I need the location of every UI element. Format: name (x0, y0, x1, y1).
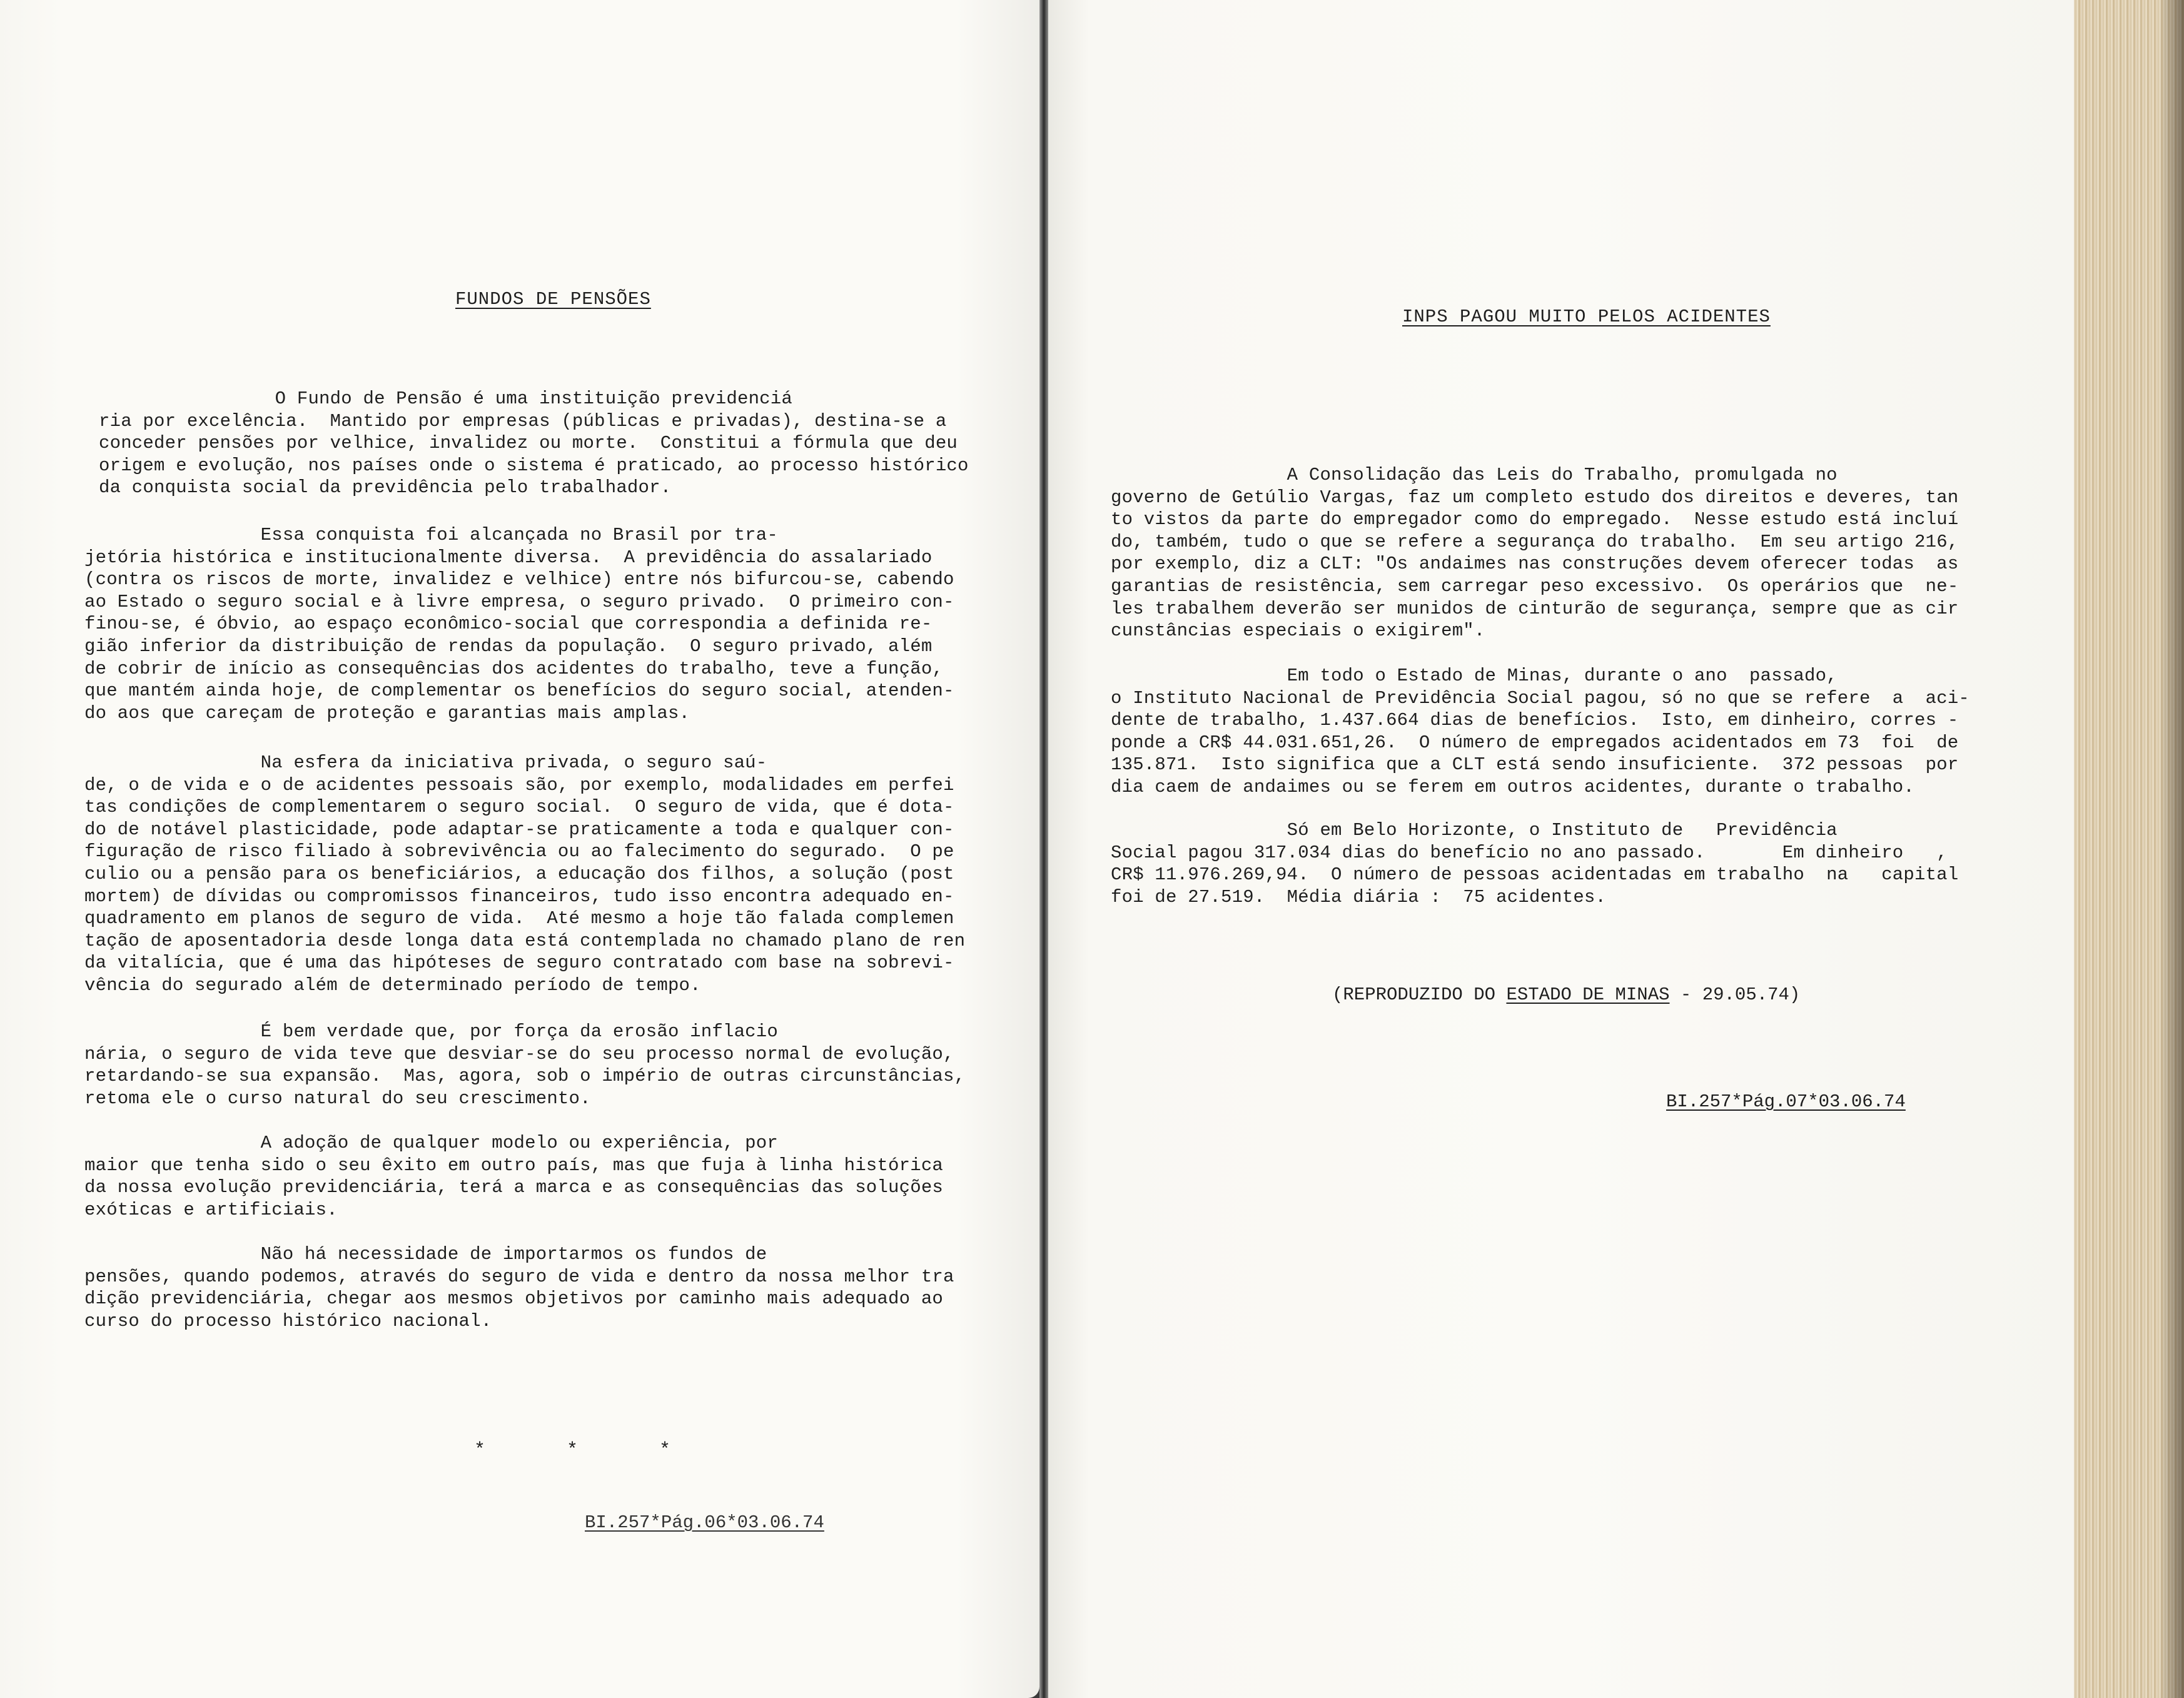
left-page-reference: BI.257*Pág.06*03.06.74 (585, 1512, 824, 1533)
right-page (1048, 0, 2074, 1698)
right-page-title: INPS PAGOU MUITO PELOS ACIDENTES (1402, 306, 1771, 327)
left-paragraph-6: Não há necessidade de importarmos os fundos de pensões, quando podemos, através do seguro de vida e dentro da nossa melhor tra dição previdenciária, chegar aos mesmos objetivos por caminho mais adequado ao curso do processo histórico nacional. (84, 1244, 954, 1332)
source-newspaper: ESTADO DE MINAS (1506, 984, 1670, 1005)
right-page-reference: BI.257*Pág.07*03.06.74 (1666, 1091, 1906, 1112)
left-page-title: FUNDOS DE PENSÕES (455, 289, 651, 310)
right-paragraph-3: Só em Belo Horizonte, o Instituto de Previdência Social pagou 317.034 dias do benefício no ano passado. Em dinheiro , CR$ 11.976.269,94. O número de pessoas acidentadas em trabalho na capital foi de 27.519. Média diária : 75 acidentes. (1111, 820, 1959, 907)
book-spine (1039, 0, 1048, 1698)
source-citation (1332, 984, 1800, 1005)
source-suffix: - 29.05.74) (1669, 984, 1801, 1005)
left-paragraph-5: A adoção de qualquer modelo ou experiência, por maior que tenha sido o seu êxito em outro país, mas que fuja à linha histórica da nossa evolução previdenciária, terá a marca e as consequências das soluções exóticas e artificiais. (84, 1133, 944, 1220)
section-stars: * * * (474, 1440, 706, 1461)
right-paragraph-1: A Consolidação das Leis do Trabalho, promulgada no governo de Getúlio Vargas, faz um completo estudo dos direitos e deveres, tan to vistos da parte do empregador como do empregado. Nesse estudo está incluí do, também, tudo o que se refere a segurança do trabalho. Em seu artigo 216, por exemplo, diz a CLT: "Os andaimes nas construções devem oferecer todas as garantias de resistência, sem carregar peso excessivo. Os operários que ne- les trabalhem deverão ser munidos de cinturão de segurança, sempre que as cir cunstâncias especiais o exigirem". (1111, 465, 1959, 642)
source-prefix: (REPRODUZIDO DO (1332, 984, 1507, 1005)
page-edges (2074, 0, 2184, 1698)
left-paragraph-3: Na esfera da iniciativa privada, o seguro saú- de, o de vida e o de acidentes pessoais são, por exemplo, modalidades em perfei tas condições de complementarem o seguro social. O seguro de vida, que é dota- do de notável plasticidade, pode adaptar-se praticamente a toda e qualquer con- figuração de risco filiado à sobrevivência ou ao falecimento do segurado. O pe culio ou a pensão para os beneficiários, a educação dos filhos, a solução (post mortem) de dívidas ou compromissos financeiros, tudo isso encontra adequado en- quadramento em planos de seguro de vida. Até mesmo a hoje tão falada complemen tação de aposentadoria desde longa data está contemplada no chamado plano de ren da vitalícia, que é uma das hipóteses de seguro contratado com base na sobrevi- vência do segurado além de determinado período de tempo. (84, 752, 966, 996)
left-paragraph-1: O Fundo de Pensão é uma instituição previdenciá ria por excelência. Mantido por empresas (públicas e privadas), destina-se a conceder pensões por velhice, invalidez ou morte. Constitui a fórmula que deu origem e evolução, nos países onde o sistema é praticado, ao processo histórico da conquista social da previdência pelo trabalhador. (99, 388, 969, 498)
left-paragraph-4: É bem verdade que, por força da erosão inflacio nária, o seguro de vida teve que desviar-se do seu processo normal de evolução, retardando-se sua expansão. Mas, agora, sob o império de outras circunstâncias, retoma ele o curso natural do seu crescimento. (84, 1021, 966, 1109)
right-paragraph-2: Em todo o Estado de Minas, durante o ano passado, o Instituto Nacional de Previdência Social pagou, só no que se refere a aci- dente de trabalho, 1.437.664 dias de benefícios. Isto, em dinheiro, corres - ponde a CR$ 44.031.651,26. O número de empregados acidentados em 73 foi de 135.871. Isto significa que a CLT está sendo insuficiente. 372 pessoas por dia caem de andaimes ou se ferem em outros acidentes, durante o trabalho. (1111, 665, 1970, 797)
left-page (0, 0, 1039, 1698)
left-paragraph-2: Essa conquista foi alcançada no Brasil por tra- jetória histórica e institucionalmente diversa. A previdência do assalariado (contra os riscos de morte, invalidez e velhice) entre nós bifurcou-se, cabendo ao Estado o seguro social e à livre empresa, o seguro privado. O primeiro con- finou-se, é óbvio, ao espaço econômico-social que correspondia a definida re- gião inferior da distribuição de rendas da população. O seguro privado, além de cobrir de início as consequências dos acidentes do trabalho, teve a função, que mantém ainda hoje, de complementar os benefícios do seguro social, atenden- do aos que careçam de proteção e garantias mais amplas. (84, 525, 954, 724)
